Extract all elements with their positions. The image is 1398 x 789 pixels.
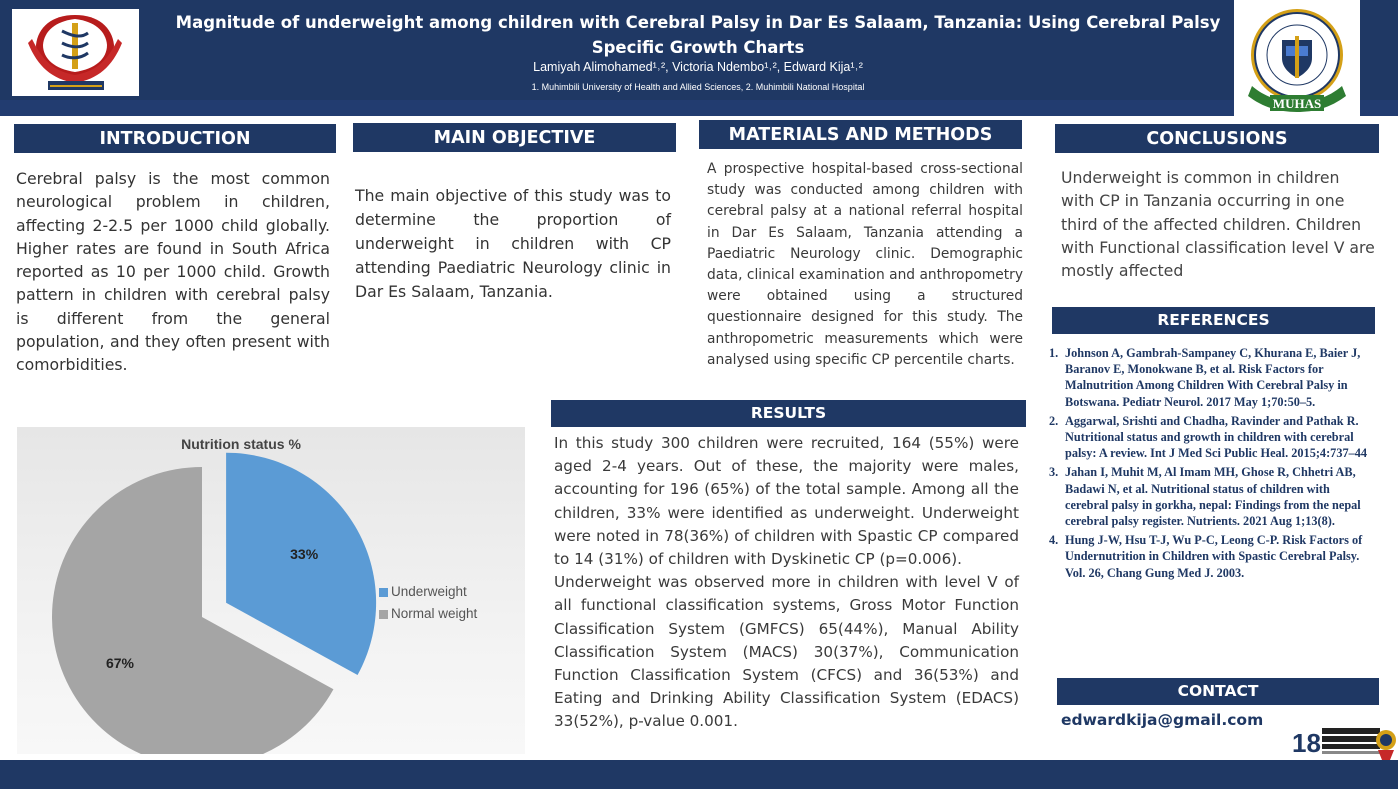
results-text	[554, 432, 1019, 734]
reference-text: Johnson A, Gambrah-Sampaney C, Khurana E, Baier J, Baranov E, Monokwane B, et al. Risk Factors for Malnutrition Among Children With Cerebral Palsy in Botswana. Pediatr Neurol. 2017 May 1;70:50–5.	[1065, 346, 1361, 409]
main-objective-text: The main objective of this study was to determine the proportion of underweight in children with CP attending Paediatric Neurology clinic in Dar Es Salaam, Tanzania.	[355, 186, 671, 301]
chart-title: Nutrition status %	[181, 436, 301, 452]
nutrition-status-chart	[17, 427, 525, 754]
poster-footer	[0, 760, 1398, 789]
introduction-text: Cerebral palsy is the most common neurological problem in children, affecting 2-2.5 per 1000 child globally. Higher rates are found in South Africa reported as 10 per 1000 child. Growth pattern in children with cerebral palsy is different from the general population, and they often present with comorbidities.	[16, 169, 330, 375]
introduction-heading: INTRODUCTION	[14, 124, 336, 153]
results-heading: RESULTS	[551, 400, 1026, 427]
legend-label: Underweight	[391, 584, 467, 599]
legend-label: Normal weight	[391, 606, 478, 621]
references-list	[1049, 345, 1371, 584]
contact-email[interactable]: edwardkija@gmail.com	[1061, 711, 1264, 729]
reference-text: Jahan I, Muhit M, Al Imam MH, Ghose R, Chhetri AB, Badawi N, et al. Nutritional status of children with cerebral palsy in gorkha, nepal: Findings from the nepal cerebral palsy register. Nutrients. 2021 Aug 1;13(8).	[1065, 465, 1361, 529]
legend-swatch	[379, 588, 388, 597]
poster-affiliations: 1. Muhimbili University of Health and Allied Sciences, 2. Muhimbili National Hospital	[531, 82, 865, 92]
pie-label-underweight: 33%	[286, 544, 322, 564]
methods-heading: MATERIALS AND METHODS	[699, 120, 1022, 149]
poster-title: Magnitude of underweight among children with Cerebral Palsy in Dar Es Salaam, Tanzania: Using Cerebral Palsy Specific Growth Charts	[175, 13, 1221, 57]
reference-item: 1. Johnson A, Gambrah-Sampaney C, Khurana E, Baier J, Baranov E, Monokwane B, et al. Risk Factors for Malnutrition Among Children With Cerebral Palsy in Botswana. Pediatr Neurol. 2017 May 1;70:50–5.	[1049, 346, 1361, 409]
reference-item: 4. Hung J-W, Hsu T-J, Wu P-C, Leong C-P. Risk Factors of Undernutrition in Children with Spastic Cerebral Palsy. Vol. 26, Chang Gung Med J. 2003.	[1049, 533, 1363, 580]
congress-logo	[1290, 722, 1398, 762]
conclusions-text: Underweight is common in children with CP in Tanzania occurring in one third of the affected children. Children with Functional classification level V are mostly affected	[1061, 168, 1375, 281]
conclusions-heading: CONCLUSIONS	[1055, 124, 1379, 153]
muhas-logo	[1234, 0, 1360, 123]
reference-item: 3. Jahan I, Muhit M, Al Imam MH, Ghose R, Chhetri AB, Badawi N, et al. Nutritional status of children with cerebral palsy in gorkha, nepal: Findings from the nepal cerebral palsy register. Nutrients. 2021 Aug 1;13(8).	[1049, 465, 1361, 529]
pie-label-normal-weight: 67%	[102, 653, 138, 673]
svg-text:18: 18	[1292, 728, 1321, 758]
university-crest-logo	[12, 9, 139, 96]
header-band	[0, 100, 1398, 116]
poster-authors: Lamiyah Alimohamed¹˒², Victoria Ndembo¹˒², Edward Kija¹˒²	[533, 60, 863, 74]
reference-item: 2. Aggarwal, Srishti and Chadha, Ravinder and Pathak R. Nutritional status and growth in children with cerebral palsy: A review. Int J Med Sci Public Heal. 2015;4:737–44	[1049, 413, 1368, 461]
results-paragraph-1: In this study 300 children were recruited, 164 (55%) were aged 2-4 years. Out of these, the majority were males, accounting for 196 (65%) of the total sample. Among all the children, 33% were identified as underweight. Underweight were noted in 78(36%) of children with Spastic CP compared to 14 (31%) of children with Dyskinetic CP (p=0.006).	[554, 434, 1019, 569]
muhas-logo-text: MUHAS	[1272, 96, 1322, 111]
methods-text: A prospective hospital-based cross-sectional study was conducted among children with cerebral palsy at a national referral hospital in Dar Es Salaam, Tanzania attending a Paediatric Neurology clinic. Demographic data, clinical examination and anthropometry were obtained using a structured questionnaire designed for this study. The anthropometric measurements which were analysed using specific CP percentile charts.	[707, 161, 1023, 368]
results-paragraph-2: Underweight was observed more in children with level V of all functional classification systems, Gross Motor Function Classification System (GMFCS) 65(44%), Manual Ability Classification System (MACS) 30(37%), Communication Function Classification System (CFCS) and 36(53%) and Eating and Drinking Ability Classification System (EDACS) 33(52%), p-value 0.001.	[554, 573, 1019, 731]
main-objective-heading: MAIN OBJECTIVE	[353, 123, 676, 152]
reference-text: Aggarwal, Srishti and Chadha, Ravinder and Pathak R. Nutritional status and growth in children with cerebral palsy: A review. Int J Med Sci Public Heal. 2015;4:737–44	[1065, 413, 1368, 461]
legend-swatch	[379, 610, 388, 619]
references-heading: REFERENCES	[1052, 307, 1375, 334]
contact-heading: CONTACT	[1057, 678, 1379, 705]
reference-text: Hung J-W, Hsu T-J, Wu P-C, Leong C-P. Risk Factors of Undernutrition in Children with Spastic Cerebral Palsy. Vol. 26, Chang Gung Med J. 2003.	[1065, 533, 1363, 580]
